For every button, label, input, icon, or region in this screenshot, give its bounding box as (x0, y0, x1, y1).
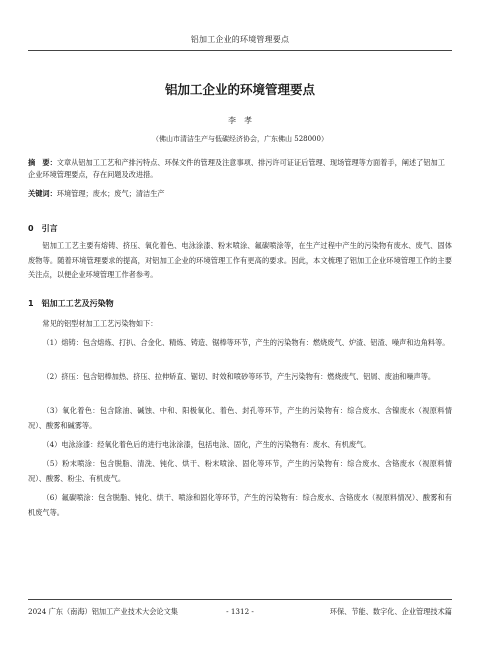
process-paragraph-1: （1）熔铸：包含熔炼、打扒、合金化、精炼、铸造、锯棒等环节，产生的污染物有：燃烧废气、炉渣、铝渣、噪声和边角料等。 (42, 338, 450, 347)
author: 李 孝 (228, 116, 252, 125)
abstract-label: 摘 要： (28, 158, 57, 167)
page-number: - 1312 - (226, 607, 254, 616)
process-paragraph-3: （3）氧化着色：包含除油、碱蚀、中和、阳极氧化、着色、封孔等环节，产生的污染物有：综合废水、含镍废水（视原料情况）、酸雾和碱雾等。 (28, 406, 452, 430)
footer-rule (28, 599, 452, 600)
footer-section: 环保、节能、数字化、企业管理技术篇 (329, 607, 452, 616)
running-head: 铝加工企业的环境管理要点 (190, 35, 290, 44)
process-paragraph-6: （6）氟碳喷涂：包含脱脂、钝化、烘干、喷涂和固化等环节，产生的污染物有：综合废水、含铬废水（视原料情况）、酸雾和有机废气等。 (28, 493, 452, 517)
paper-title: 铝加工企业的环境管理要点 (164, 82, 315, 97)
section-heading-process: 1 铝加工工艺及污染物 (28, 299, 114, 308)
intro-paragraph: 铝加工工艺主要有熔铸、挤压、氧化着色、电泳涂漆、粉末喷涂、氟碳喷涂等，在生产过程中产生的污染物有废水、废气、固体废物等。随着环境管理要求的提高，对铝加工企业的环境管理工作有更高的要求。因此，本文梳理了铝加工企业环境管理工作的主要关注点，以便企业环境管理工作者参考。 (28, 241, 452, 280)
keywords (28, 188, 452, 200)
process-paragraph-5: （5）粉末喷涂：包含脱脂、清洗、钝化、烘干、粉末喷涂、固化等环节，产生的污染物有：综合废水、含铬废水（视原料情况）、酸雾、粉尘、有机废气。 (28, 459, 452, 483)
process-paragraph-2: （2）挤压：包含铝棒加热、挤压、拉伸矫直、锯切、时效和喷砂等环节，产生污染物有：燃烧废气、铝屑、废油和噪声等。 (42, 372, 436, 381)
section-heading-intro: 0 引言 (28, 224, 58, 233)
affiliation: （佛山市清洁生产与低碳经济协会，广东佛山 528000） (152, 135, 328, 143)
header-rule (28, 50, 452, 51)
keywords-label: 关键词： (28, 189, 57, 198)
footer-proceedings: 2024 广东（南海）铝加工产业技术大会论文集 (28, 607, 178, 616)
process-paragraph-4: （4）电泳涂漆：经氧化着色后的进行电泳涂漆，包括电泳、固化，产生的污染物有：废水、有机废气。 (42, 440, 371, 449)
process-paragraph-0: 常见的铝型材加工工艺污染物如下： (42, 319, 158, 328)
abstract (28, 157, 452, 181)
abstract-text: 文章从铝加工工艺和产排污特点、环保文件的管理及注意事项、排污许可证证后管理、现场管理等方面着手，阐述了铝加工企业环境管理要点，存在问题及改进措。 (28, 158, 445, 179)
keywords-text: 环境管理；废水；废气；清洁生产 (56, 189, 165, 198)
